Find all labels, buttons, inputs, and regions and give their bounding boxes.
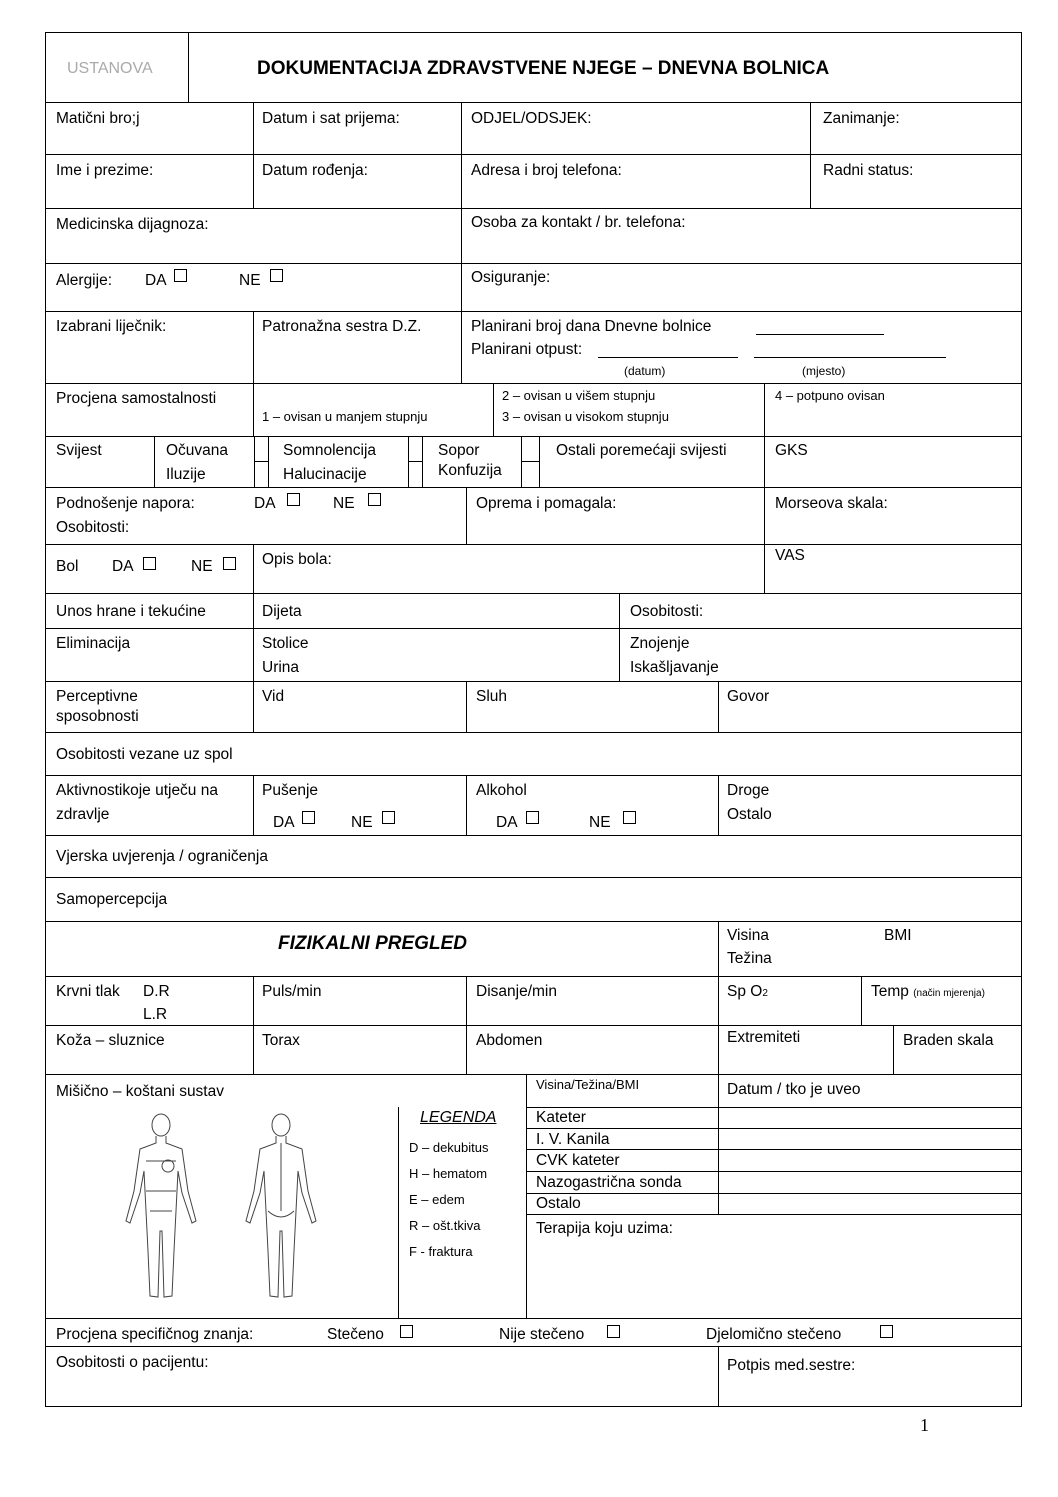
- gender-label: Osobitosti vezane uz spol: [56, 746, 233, 763]
- allergies-label: Alergije:: [56, 272, 112, 289]
- blood-pressure-label: Krvni tlak: [56, 983, 120, 1000]
- contact-label: Osoba za kontakt / br. telefona:: [471, 214, 686, 231]
- allergies-ne-label: NE: [239, 272, 261, 289]
- allergies-ne-checkbox[interactable]: [270, 269, 283, 282]
- thorax-label: Torax: [262, 1032, 300, 1049]
- effort-ne-checkbox[interactable]: [368, 493, 381, 506]
- confusion-label: Konfuzija: [438, 462, 502, 479]
- other-disorders-label: Ostali poremećaji svijesti: [556, 442, 727, 459]
- morse-label: Morseova skala:: [775, 495, 888, 512]
- legend-item: H – hematom: [409, 1166, 488, 1181]
- temp-text: Temp: [871, 983, 909, 1000]
- extremities-label: Extremiteti: [727, 1029, 801, 1046]
- partial-label: Djelomično stečeno: [706, 1326, 842, 1343]
- work-status-label: Radni status:: [823, 162, 914, 179]
- activities-label-2: zdravlje: [56, 806, 110, 823]
- right-arm-label: D.R: [143, 983, 170, 1000]
- sweating-label: Znojenje: [630, 635, 690, 652]
- left-arm-label: L.R: [143, 1006, 168, 1023]
- pain-label: Bol: [56, 558, 79, 575]
- sopor-label: Sopor: [438, 442, 480, 459]
- alcohol-ne-checkbox[interactable]: [623, 811, 636, 824]
- not-acquired-label: Nije stečeno: [499, 1326, 585, 1343]
- weight-label: Težina: [727, 950, 772, 967]
- legend-item: E – edem: [409, 1192, 465, 1207]
- spo2-label: [727, 984, 768, 1000]
- device-other: Ostalo: [536, 1195, 581, 1212]
- page-number: 1: [920, 1415, 929, 1435]
- equipment-label: Oprema i pomagala:: [476, 495, 617, 512]
- partial-checkbox[interactable]: [880, 1325, 893, 1338]
- preserved-label: Očuvana: [166, 442, 229, 459]
- breathing-label: Disanje/min: [476, 983, 557, 1000]
- acquired-checkbox[interactable]: [400, 1325, 413, 1338]
- birth-date-label: Datum rođenja:: [262, 162, 368, 179]
- allergies-da-checkbox[interactable]: [174, 269, 187, 282]
- other-habits-label: Ostalo: [727, 806, 772, 823]
- legend-title: LEGENDA: [420, 1109, 497, 1126]
- pulse-label: Puls/min: [262, 983, 322, 1000]
- vas-label: VAS: [775, 547, 805, 564]
- hallucinations-label: Halucinacije: [283, 466, 367, 483]
- drugs-label: Droge: [727, 782, 770, 799]
- physical-exam-title: FIZIKALNI PREGLED: [278, 933, 467, 954]
- gks-label: GKS: [775, 442, 808, 459]
- date-caption: (datum): [624, 364, 666, 378]
- height-weight-bmi-label: Visina/Težina/BMI: [536, 1077, 640, 1092]
- legend-item: D – dekubitus: [409, 1140, 489, 1155]
- patient-notes-label: Osobitosti o pacijentu:: [56, 1354, 209, 1371]
- alcohol-label: Alkohol: [476, 782, 527, 799]
- doctor-label: Izabrani liječnik:: [56, 318, 167, 335]
- device-ng-tube: Nazogastrična sonda: [536, 1174, 682, 1191]
- hearing-label: Sluh: [476, 688, 508, 705]
- independence-label: Procjena samostalnosti: [56, 390, 217, 407]
- not-acquired-checkbox[interactable]: [607, 1325, 620, 1338]
- activities-label-1: Aktivnostikoje utječu na: [56, 782, 218, 799]
- pain-da-checkbox[interactable]: [143, 557, 156, 570]
- nurse-label: Patronažna sestra D.Z.: [262, 318, 422, 335]
- effort-da-label: DA: [254, 495, 276, 512]
- expectoration-label: Iskašljavanje: [630, 659, 719, 676]
- planned-discharge-label: Planirani otpust:: [471, 341, 583, 358]
- independence-3: 3 – ovisan u visokom stupnju: [502, 409, 669, 424]
- bmi-label: BMI: [884, 927, 912, 944]
- braden-label: Braden skala: [903, 1032, 994, 1049]
- alcohol-ne-label: NE: [589, 814, 611, 831]
- smoking-da-checkbox[interactable]: [302, 811, 315, 824]
- diagnosis-label: Medicinska dijagnoza:: [56, 216, 209, 233]
- therapy-label: Terapija koju uzima:: [536, 1220, 673, 1237]
- effort-da-checkbox[interactable]: [287, 493, 300, 506]
- perceptive-label-1: Perceptivne: [56, 688, 138, 705]
- diet-label: Dijeta: [262, 603, 302, 620]
- consciousness-label: Svijest: [56, 442, 102, 459]
- device-catheter: Kateter: [536, 1109, 586, 1126]
- planned-days-label: Planirani broj dana Dnevne bolnice: [471, 318, 712, 335]
- body-diagram: [106, 1111, 386, 1311]
- institution-label: USTANOVA: [67, 60, 153, 77]
- speech-label: Govor: [727, 688, 770, 705]
- alcohol-da-label: DA: [496, 814, 518, 831]
- pain-description-label: Opis bola:: [262, 551, 332, 568]
- illusions-label: Iluzije: [166, 466, 206, 483]
- form-title: DOKUMENTACIJA ZDRAVSTVENE NJEGE – DNEVNA BOLNICA: [257, 58, 830, 79]
- smoking-ne-label: NE: [351, 814, 373, 831]
- spo2-subscript: 2: [762, 988, 768, 999]
- smoking-ne-checkbox[interactable]: [382, 811, 395, 824]
- knowledge-label: Procjena specifičnog znanja:: [56, 1326, 254, 1343]
- smoking-da-label: DA: [273, 814, 295, 831]
- religion-label: Vjerska uvjerenja / ograničenja: [56, 848, 268, 865]
- nurse-signature-label: Potpis med.sestre:: [727, 1357, 856, 1374]
- alcohol-da-checkbox[interactable]: [526, 811, 539, 824]
- skin-label: Koža – sluznice: [56, 1032, 165, 1049]
- name-label: Ime i prezime:: [56, 162, 154, 179]
- stool-label: Stolice: [262, 635, 309, 652]
- vision-label: Vid: [262, 688, 285, 705]
- legend-item: F - fraktura: [409, 1244, 473, 1259]
- food-notes-label: Osobitosti:: [630, 603, 704, 620]
- ward-label: ODJEL/ODSJEK:: [471, 110, 592, 127]
- height-label: Visina: [727, 927, 769, 944]
- device-iv-cannula: I. V. Kanila: [536, 1131, 610, 1148]
- food-label: Unos hrane i tekućine: [56, 603, 206, 620]
- temp-label: [871, 984, 985, 1000]
- temp-note: (način mjerenja): [913, 988, 985, 999]
- independence-4: 4 – potpuno ovisan: [775, 388, 885, 403]
- device-cvk-catheter: CVK kateter: [536, 1152, 620, 1169]
- spo2-text: Sp O: [727, 983, 763, 1000]
- acquired-label: Stečeno: [327, 1326, 384, 1343]
- legend-item: R – ošt.tkiva: [409, 1218, 481, 1233]
- admission-label: Datum i sat prijema:: [262, 110, 400, 127]
- pain-ne-checkbox[interactable]: [223, 557, 236, 570]
- independence-2: 2 – ovisan u višem stupnju: [502, 388, 656, 403]
- id-number-label: Matični bro;j: [56, 110, 140, 127]
- self-perception-label: Samopercepcija: [56, 891, 168, 908]
- occupation-label: Zanimanje:: [823, 110, 900, 127]
- abdomen-label: Abdomen: [476, 1032, 543, 1049]
- nursing-documentation-form: [45, 32, 1022, 1407]
- pain-da-label: DA: [112, 558, 134, 575]
- effort-notes-label: Osobitosti:: [56, 519, 130, 536]
- smoking-label: Pušenje: [262, 782, 319, 799]
- insurance-label: Osiguranje:: [471, 269, 551, 286]
- musculoskeletal-label: Mišično – koštani sustav: [56, 1083, 224, 1100]
- elimination-label: Eliminacija: [56, 635, 131, 652]
- somnolence-label: Somnolencija: [283, 442, 377, 459]
- place-caption: (mjesto): [802, 364, 846, 378]
- allergies-da-label: DA: [145, 272, 167, 289]
- urine-label: Urina: [262, 659, 300, 676]
- effort-ne-label: NE: [333, 495, 355, 512]
- independence-1: 1 – ovisan u manjem stupnju: [262, 409, 428, 424]
- effort-label: Podnošenje napora:: [56, 495, 195, 512]
- perceptive-label-2: sposobnosti: [56, 708, 139, 725]
- date-who-label: Datum / tko je uveo: [727, 1081, 861, 1098]
- address-phone-label: Adresa i broj telefona:: [471, 162, 622, 179]
- pain-ne-label: NE: [191, 558, 213, 575]
